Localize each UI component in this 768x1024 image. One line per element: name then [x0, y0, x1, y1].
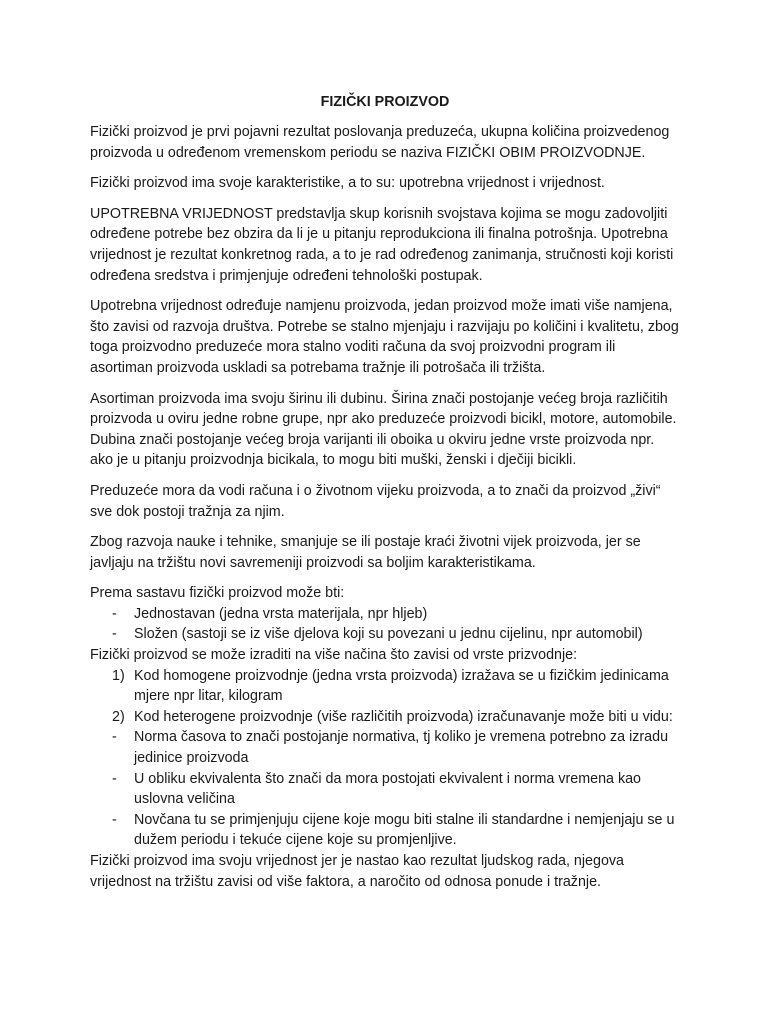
list-marker: 1)	[112, 667, 125, 684]
list-marker: -	[112, 729, 117, 746]
list-item-text: U obliku ekvivalenta što znači da mora postojati ekvivalent i norma vremena kao uslovna veličina	[134, 770, 641, 808]
paragraph-5: Asortiman proizvoda ima svoju širinu ili dubinu. Širina znači postojanje većeg broja različitih proizvoda u oviru jedne robne grupe, npr ako preduzeće proizvodi bicikl, motore, automobile. Dubina znači postojanje većeg broja varijanti ili oboika u okviru jedne vrste proizvoda npr. ako je u pitanju proizvodnja bicikala, to mogu biti muški, ženski i dječiji bicikli.	[90, 390, 677, 469]
paragraph-3: UPOTREBNA VRIJEDNOST predstavlja skup korisnih svojstava kojima se mogu zadovoljiti određene potrebe bez obzira da li je u pitanju reprodukciona ili finalna potrošnja. Upotrebna vrijednost je rezultat konkretnog rada, a to je rad određenog zanimanja, stručnosti koji koristi određena sredstva i primjenjuje određeni tehnološki postupak.	[90, 205, 674, 284]
list-item-text: Složen (sastoji se iz više djelova koji su povezani u jednu cijelinu, npr automobil)	[134, 626, 643, 643]
list-item	[90, 604, 680, 625]
list-item	[90, 727, 680, 768]
closing-paragraph: Fizički proizvod ima svoju vrijednost jer je nastao kao rezultat ljudskog rada, njegova vrijednost na tržištu zavisi od više faktora, a naročito od odnosa ponude i tražnje.	[90, 853, 625, 890]
list-item-text: Kod heterogene proizvodnje (više različitih proizvoda) izračunavanje može biti u vidu:	[134, 708, 673, 725]
document-title: FIZIČKI PROIZVOD	[320, 94, 450, 110]
list-item-text: Kod homogene proizvodnje (jedna vrsta proizvoda) izražava se u fizičkim jedinicama mjere npr litar, kilogram	[134, 667, 669, 705]
list-marker: -	[112, 770, 117, 787]
list-item-text: Novčana tu se primjenjuju cijene koje mogu biti stalne ili standardne i nemjenjaju se u dužem periodu i tekuće cijene koje su promjenljive.	[134, 811, 675, 849]
paragraph-7: Zbog razvoja nauke i tehnike, smanjuje se ili postaje kraći životni vijek proizvoda, jer se javljaju na tržištu novi savremeniji proizvodi sa boljim karakteristikama.	[90, 534, 641, 571]
composition-intro: Prema sastavu fizički proizvod može bti:	[90, 585, 345, 602]
list-marker: 2)	[112, 708, 125, 725]
composition-list	[90, 604, 680, 645]
list-marker: -	[112, 811, 117, 828]
list-item	[90, 810, 680, 851]
measure-list	[90, 666, 680, 851]
list-marker: -	[112, 605, 117, 622]
paragraph-1: Fizički proizvod je prvi pojavni rezultat poslovanja preduzeća, ukupna količina proizvedenog proizvoda u određenom vremenskom periodu se naziva FIZIČKI OBIM PROIZVODNJE.	[90, 124, 670, 161]
list-item	[90, 624, 680, 645]
list-item	[90, 666, 680, 707]
list-item-text: Norma časova to znači postojanje normativa, tj koliko je vremena potrebno za izradu jedinice proizvoda	[134, 729, 669, 767]
list-marker: -	[112, 626, 117, 643]
list-item-text: Jednostavan (jedna vrsta materijala, npr hljeb)	[134, 605, 428, 622]
measure-intro: Fizički proizvod se može izraditi na više načina što zavisi od vrste prizvodnje:	[90, 647, 578, 664]
list-item	[90, 769, 680, 810]
paragraph-6: Preduzeće mora da vodi računa i o životnom vijeku proizvoda, a to znači da proizvod „živi“ sve dok postoji tražnja za njim.	[90, 482, 661, 520]
paragraph-4: Upotrebna vrijednost određuje namjenu proizvoda, jedan proizvod može imati više namjena, što zavisi od razvoja društva. Potrebe se stalno mjenjaju i razvijaju po količini i kvalitetu, zbog toga proizvodno preduzeće mora stalno voditi računa da svoj proizvodni program ili asortiman proizvoda uskladi sa potrebama tražnje ili potrošača ili tržišta.	[90, 298, 679, 376]
list-item	[90, 707, 680, 728]
paragraph-2: Fizički proizvod ima svoje karakteristike, a to su: upotrebna vrijednost i vrijednost.	[90, 175, 605, 192]
document-page	[90, 92, 680, 892]
